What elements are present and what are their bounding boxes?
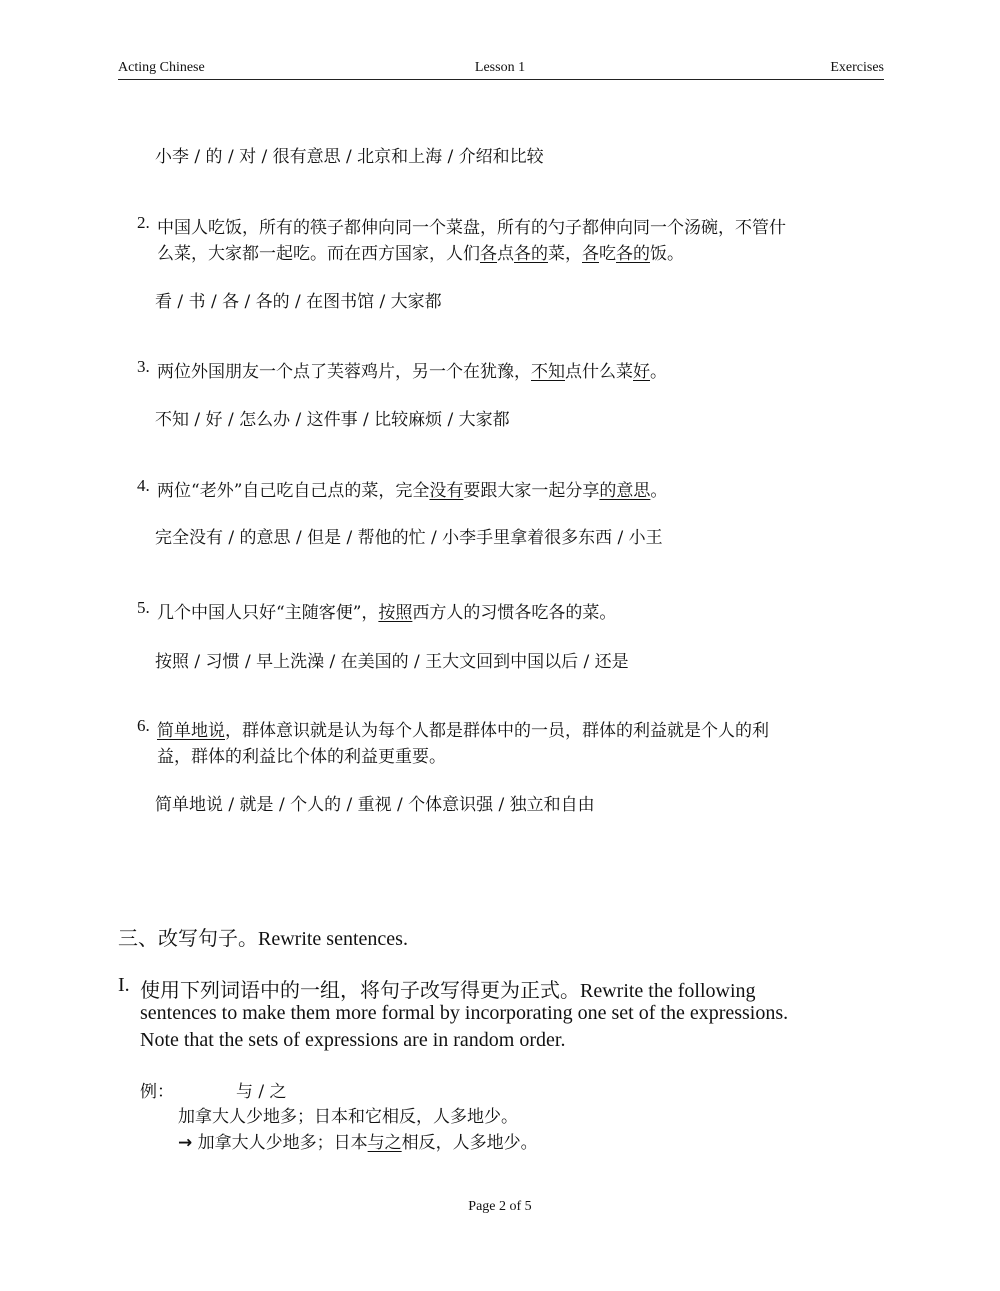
item-options: 看 / 书 / 各 / 各的 / 在图书馆 / 大家都 [155, 292, 442, 312]
target-word: 各 [480, 244, 497, 264]
target-word: 没有 [429, 481, 464, 501]
item-number: 6. [137, 716, 150, 735]
item-number: 2. [137, 213, 150, 232]
arrow-icon: → [178, 1133, 193, 1153]
item-sentence: 几个中国人只好“主随客便”，按照西方人的习惯各吃各的菜。 [157, 603, 617, 623]
item-sentence: 两位“老外”自己吃自己点的菜，完全没有要跟大家一起分享的意思。 [157, 481, 668, 501]
target-word: 不知 [531, 362, 565, 382]
page-number: Page 2 of 5 [468, 1199, 532, 1214]
instruction-line2: sentences to make them more formal by incorporating one set of the expressions. [140, 1002, 789, 1024]
example-label: 例： [140, 1082, 174, 1102]
item-sentence-line2: 么菜，大家都一起吃。而在西方国家，人们各点各的菜，各吃各的饭。 [157, 244, 684, 264]
header-section: Exercises [830, 60, 884, 75]
item-number: 5. [137, 598, 150, 617]
header-course-title: Acting Chinese [118, 60, 205, 75]
header-lesson: Lesson 1 [474, 60, 526, 75]
example-words: 与 / 之 [236, 1082, 287, 1102]
item-options: 简单地说 / 就是 / 个人的 / 重视 / 个体意识强 / 独立和自由 [155, 795, 595, 815]
target-word: 好 [633, 362, 650, 382]
example-sentence: 加拿大人少地多；日本和它相反，人多地少。 [178, 1107, 518, 1127]
target-word: 的意思 [599, 481, 651, 501]
part-number: I. [118, 974, 130, 996]
section-3-heading: 三、改写句子。Rewrite sentences. [118, 926, 408, 950]
item-number: 4. [137, 476, 150, 495]
header-rule [118, 79, 884, 80]
instruction-line1: 使用下列词语中的一组，将句子改写得更为正式。Rewrite the following [140, 978, 756, 1002]
target-word: 各 [582, 244, 599, 264]
instruction-line3: Note that the sets of expressions are in random order. [140, 1029, 566, 1051]
target-word: 简单地说 [157, 721, 225, 741]
item-options: 按照 / 习惯 / 早上洗澡 / 在美国的 / 王大文回到中国以后 / 还是 [155, 652, 629, 672]
target-word: 按照 [378, 603, 413, 623]
target-word: 与之 [367, 1133, 402, 1153]
item-1-options: 小李 / 的 / 对 / 很有意思 / 北京和上海 / 介绍和比较 [155, 147, 544, 167]
target-word: 各的 [514, 244, 548, 264]
item-sentence: 两位外国朋友一个点了芙蓉鸡片，另一个在犹豫，不知点什么菜好。 [157, 362, 667, 382]
item-number: 3. [137, 357, 150, 376]
item-sentence-line1: 简单地说，群体意识就是认为每个人都是群体中的一员，群体的利益就是个人的利 [157, 721, 769, 741]
item-sentence-line1: 中国人吃饭，所有的筷子都伸向同一个菜盘，所有的勺子都伸向同一个汤碗，不管什 [157, 218, 786, 238]
item-options: 不知 / 好 / 怎么办 / 这件事 / 比较麻烦 / 大家都 [155, 410, 510, 430]
item-options: 完全没有 / 的意思 / 但是 / 帮他的忙 / 小李手里拿着很多东西 / 小王 [155, 528, 663, 548]
target-word: 各的 [616, 244, 650, 264]
example-answer: → 加拿大人少地多；日本与之相反，人多地少。 [178, 1133, 538, 1153]
item-sentence-line2: 益，群体的利益比个体的利益更重要。 [157, 747, 446, 767]
